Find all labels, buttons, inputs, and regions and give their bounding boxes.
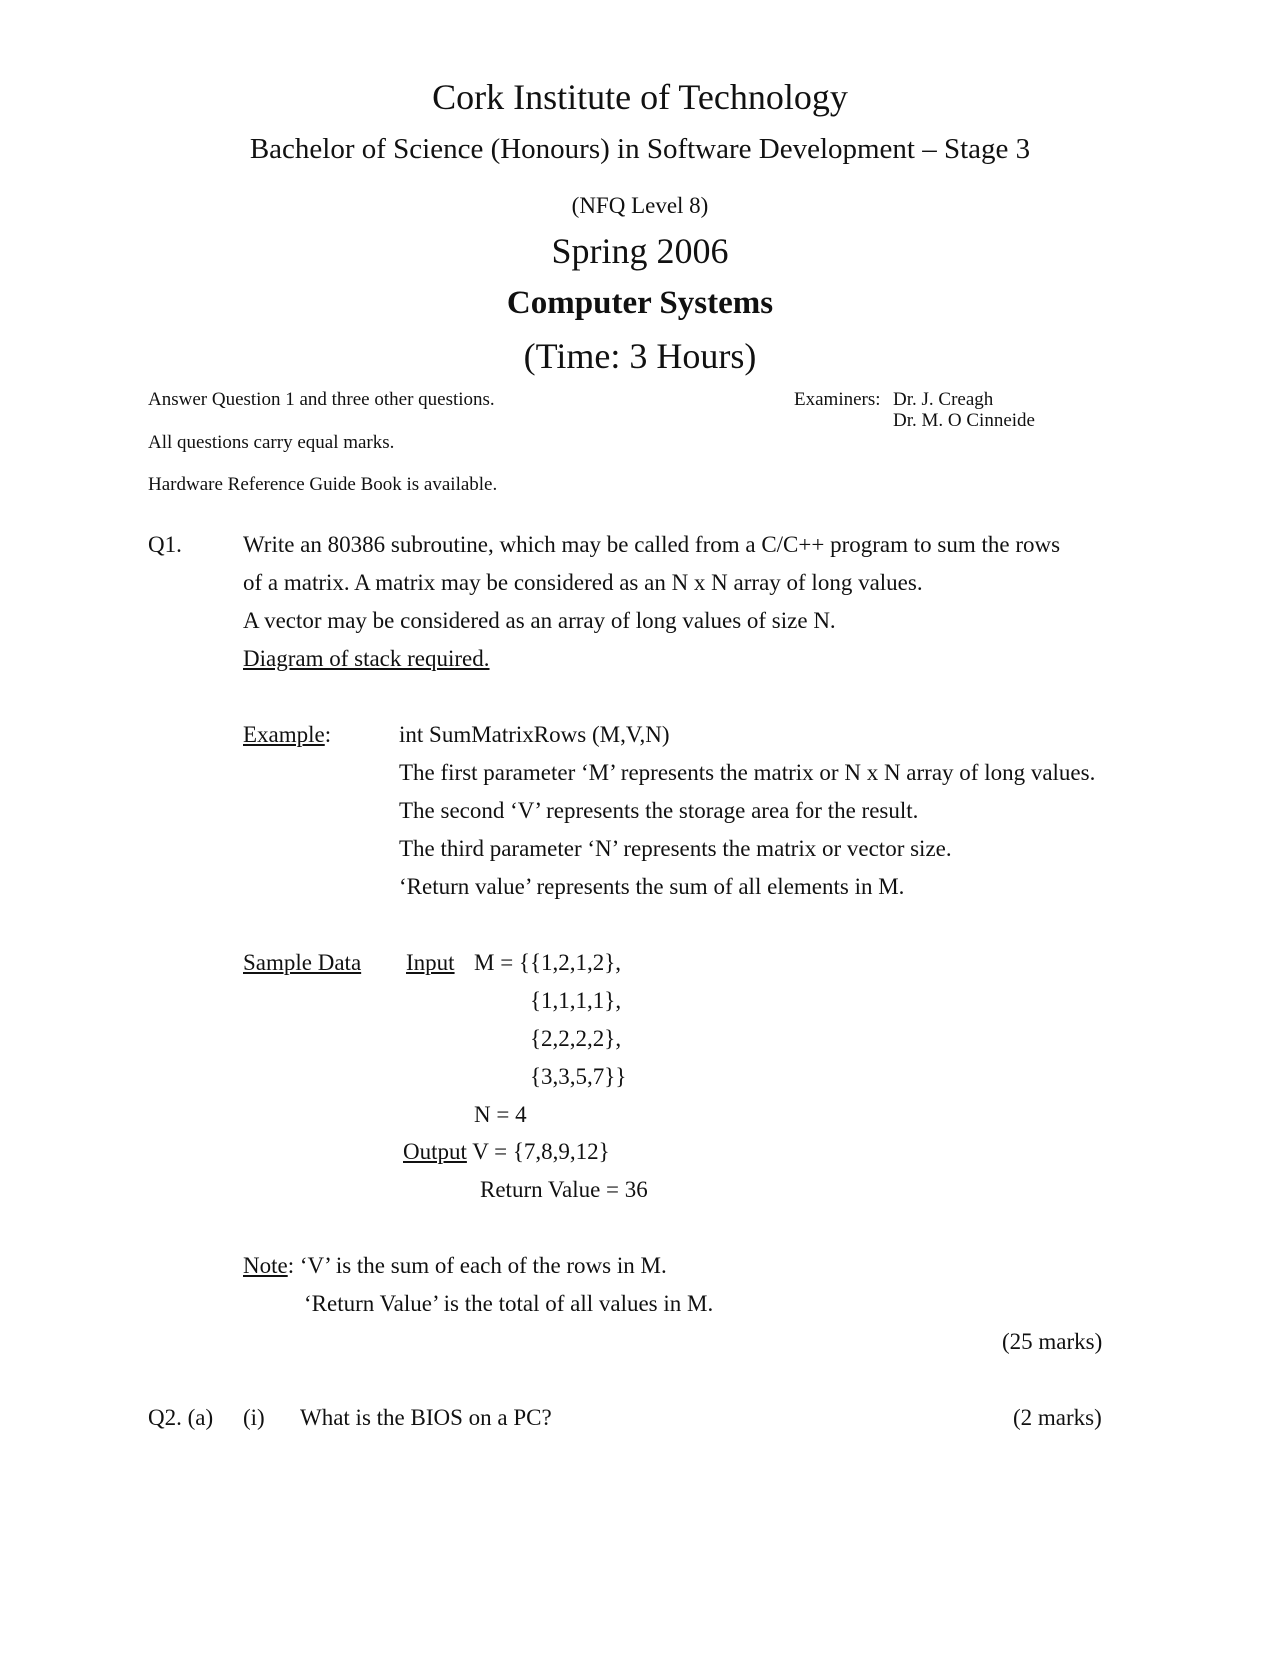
programme-title: Bachelor of Science (Honours) in Software Development – Stage 3 — [249, 133, 1031, 165]
institution-title: Cork Institute of Technology — [432, 77, 848, 117]
subject-title: Computer Systems — [506, 285, 774, 321]
return-value: Return Value = 36 — [480, 1177, 648, 1202]
function-signature: int SumMatrixRows (M,V,N) — [399, 722, 670, 747]
diagram-requirement: Diagram of stack required. — [243, 646, 490, 671]
instruction-answer: Answer Question 1 and three other questions. — [148, 389, 495, 410]
examiner-name: Dr. M. O Cinneide — [893, 410, 1035, 431]
n-value: N = 4 — [474, 1102, 527, 1127]
question-number: Q1. — [148, 532, 182, 557]
examiner-name: Dr. J. Creagh — [893, 389, 994, 410]
question-text-line: Write an 80386 subroutine, which may be called from a C/C++ program to sum the rows — [243, 532, 1061, 557]
note-line — [243, 1253, 667, 1279]
example-label: Example — [243, 722, 325, 747]
matrix-row: {2,2,2,2}, — [530, 1026, 622, 1051]
question-text-line: A vector may be considered as an array of long values of size N. — [243, 608, 836, 633]
question-number: Q2. (a) — [148, 1405, 214, 1430]
question-part: (i) — [243, 1405, 265, 1430]
output-value: V = {7,8,9,12} — [466, 1139, 610, 1164]
note-text: : ‘V’ is the sum of each of the rows in M. — [287, 1253, 667, 1278]
question-text-line: What is the BIOS on a PC? — [300, 1405, 552, 1430]
exam-session: Spring 2006 — [551, 231, 729, 271]
matrix-row: M = {{1,2,1,2}, — [474, 950, 622, 975]
matrix-row: {3,3,5,7}} — [530, 1064, 627, 1089]
output-label: Output — [403, 1139, 467, 1164]
example-heading — [243, 722, 331, 748]
note-label: Note — [243, 1253, 288, 1278]
sample-data-label: Sample Data — [243, 950, 362, 975]
question-text-line: of a matrix. A matrix may be considered as an N x N array of long values. — [243, 570, 923, 595]
marks: (25 marks) — [1002, 1329, 1103, 1354]
matrix-row: {1,1,1,1}, — [530, 988, 622, 1013]
exam-duration: (Time: 3 Hours) — [523, 336, 757, 376]
input-label: Input — [406, 950, 455, 975]
example-line: The first parameter ‘M’ represents the matrix or N x N array of long values. — [399, 760, 1096, 785]
instruction-marks: All questions carry equal marks. — [148, 432, 395, 453]
example-line: ‘Return value’ represents the sum of all elements in M. — [399, 874, 905, 899]
note-text: ‘Return Value’ is the total of all values in M. — [304, 1291, 714, 1316]
example-line: The second ‘V’ represents the storage area for the result. — [399, 798, 919, 823]
output-line — [403, 1139, 610, 1165]
nfq-level: (NFQ Level 8) — [571, 193, 709, 218]
marks: (2 marks) — [1013, 1405, 1102, 1430]
example-line: The third parameter ‘N’ represents the matrix or vector size. — [399, 836, 952, 861]
instruction-guide: Hardware Reference Guide Book is available. — [148, 474, 498, 495]
examiners-label: Examiners: — [794, 389, 881, 410]
example-colon: : — [324, 722, 332, 747]
